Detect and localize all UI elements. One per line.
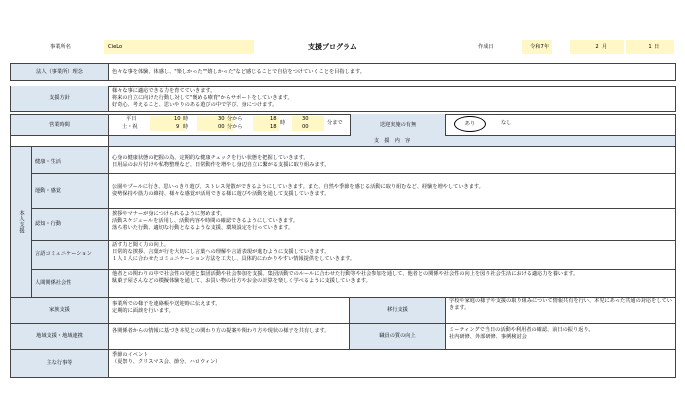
- core-line: 日用品のお片付けや私物整理など、日常動作を増やし身辺自立に繋がる支援に取り組みます。: [112, 162, 330, 168]
- policy-text: [109, 86, 676, 112]
- policy-line: 将来の自立に向けた行動し対して"褒める療育"からサポートをしていきます。: [112, 95, 293, 101]
- core-line: 活動スケジュールを活用し、活動内容や時間の確認できるようにしていきます。: [112, 218, 299, 224]
- from-unit: 分から: [227, 116, 243, 122]
- hour-unit: 時: [280, 120, 286, 126]
- core-line: 駄菓子屋さんなどの模擬体験を通して、お買い物の仕方やお金の計算を楽しく学べるように支援していきます。: [112, 278, 371, 285]
- philosophy-text: 色々な事を体験、体感し、"楽しかった""嬉しかった"など感じることで自信をつけていくことを目指します。: [109, 63, 676, 81]
- core-line: 落ち着いた行動、適切な行動となるような支援、環境設定を行っていきます。: [112, 225, 294, 231]
- weekday-start-minute[interactable]: 30: [218, 116, 225, 122]
- weekday-start-hour[interactable]: 10: [174, 116, 181, 122]
- hour-unit: 時: [183, 116, 189, 122]
- core-language-text: [109, 241, 676, 270]
- weekend-start-hour[interactable]: 9: [176, 124, 180, 130]
- family-support-label: 家族支援: [10, 298, 109, 324]
- core-line: 姿勢保持や筋力の維持、様々な感覚が活用できる様に遊びや活動を通して支援していきます。: [112, 191, 330, 197]
- transition-support-text: 学校や家庭の様子や支援の取り組みについて情報共有を行い、本児にあった共通の対応をしていきます。: [446, 298, 676, 324]
- staff-line: 社内研修、外部研修、事例検討会: [449, 334, 527, 340]
- until-unit: 分まで: [327, 120, 343, 126]
- support-content-header: 支 援 内 容: [109, 136, 676, 147]
- core-social-label: 人間関係社会性: [32, 270, 109, 298]
- core-support-label: 本人支援: [18, 210, 24, 234]
- day-unit: 日: [654, 44, 660, 50]
- staff-line: ミーティングで当日の活動や利用者の確認、前日の振り返り。: [449, 327, 594, 333]
- policy-label: 支援方針: [10, 86, 109, 112]
- core-line: １人１人に合わせたコミュニケーション方法を工夫し、具体的にわかりやすい情報提供をしていきます。: [112, 256, 356, 262]
- weekend-end-hour[interactable]: 18: [270, 124, 277, 130]
- facility-label: 事業所名: [50, 44, 71, 50]
- core-motor-text: [109, 174, 676, 209]
- policy-line: 様々な事に適応できる力を育てていきます。: [112, 88, 216, 94]
- staff-quality-label: 職員の質の向上: [350, 324, 446, 350]
- month-field[interactable]: 2: [570, 40, 624, 54]
- weekday-end-hour[interactable]: 18: [270, 116, 277, 122]
- core-cognition-text: [109, 209, 676, 241]
- events-line: 季節のイベント: [112, 352, 149, 358]
- events-label: 主な行事等: [10, 350, 109, 378]
- weekday-label: 平日: [126, 116, 137, 122]
- core-line: 公園やプールに行き、思いっきり遊び、ストレス発散ができるようにしていきます。また、自然や季節を感じる活動に取り組むなど、経験を増やしていきます。: [112, 184, 484, 190]
- core-health-text: [109, 147, 676, 174]
- transition-support-label: 移行支援: [350, 298, 446, 324]
- transport-no-option[interactable]: なし: [501, 120, 512, 126]
- core-language-label: 言語コミュニケーション: [32, 241, 109, 270]
- policy-line: 好奇心、考えること、思いやりのある遊びの中で学び、身につけます。: [112, 102, 278, 108]
- day-field[interactable]: 1: [626, 40, 674, 54]
- core-line: 話す力と聞く力の向上。: [112, 242, 170, 248]
- core-cognition-label: 認知・行動: [32, 209, 109, 241]
- events-line: （夏祭り、クリスマス会、節分、ハロウィン）: [112, 359, 221, 365]
- core-support-label-cell: [10, 147, 32, 298]
- month-unit: 月: [602, 44, 608, 50]
- community-support-text: 各関係者からの情報に基づき本児との関わり方の提案や関わり方や現状の様子を共有します。: [109, 324, 350, 350]
- staff-quality-text: [446, 324, 676, 350]
- transport-yes-option[interactable]: あり: [454, 116, 486, 132]
- weekend-end-minute[interactable]: 00: [302, 124, 309, 130]
- core-health-label: 健康・生活: [32, 147, 109, 174]
- support-header-spacer: [10, 136, 109, 147]
- core-social-text: [109, 270, 676, 298]
- transport-label: 送迎実施の有無: [350, 114, 446, 136]
- page-title: 支援プログラム: [308, 43, 357, 51]
- core-line: 心身の健康状態の把握の為、定期的な健康チェックを行い状態を把握していきます。: [112, 155, 309, 161]
- year-unit: 年: [544, 44, 550, 50]
- hour-unit: 時: [183, 124, 189, 130]
- created-date-label: 作成日: [478, 44, 494, 50]
- family-line: 事業所での様子を連絡帳や送迎時に伝えます。: [112, 301, 221, 307]
- weekday-end-minute[interactable]: 30: [302, 116, 309, 122]
- events-text: [109, 350, 676, 378]
- family-support-text: [109, 298, 350, 324]
- weekend-label: 土・祝: [122, 124, 138, 130]
- weekend-start-minute[interactable]: 00: [218, 124, 225, 130]
- core-line: 挨拶やマナーが身につけられるように努めます。: [112, 211, 226, 217]
- community-support-label: 地域支援・地域連携: [10, 324, 109, 350]
- facility-name-field[interactable]: CieLo: [104, 40, 254, 54]
- family-line: 定期的に面談を行います。: [112, 308, 174, 314]
- hours-label: 営業時間: [10, 114, 109, 136]
- philosophy-label: 法人（事業所）理念: [10, 63, 109, 81]
- core-line: 他者との関わりの中で社会性の発達と集団活動や社会参加を支援。集団活動でのルールに合わせた行動等や社会参加を通して、他者との関係や社会性の向上を図り社会生活における適応力を養います。: [112, 271, 579, 277]
- from-unit: 分から: [227, 124, 243, 130]
- core-motor-label: 運動・感覚: [32, 174, 109, 209]
- core-line: 日常的な挨拶、言葉が行を大切にし言葉への理解や言語表現が進むように支援していきます。: [112, 249, 330, 255]
- era-year-field[interactable]: 令和7: [522, 40, 552, 54]
